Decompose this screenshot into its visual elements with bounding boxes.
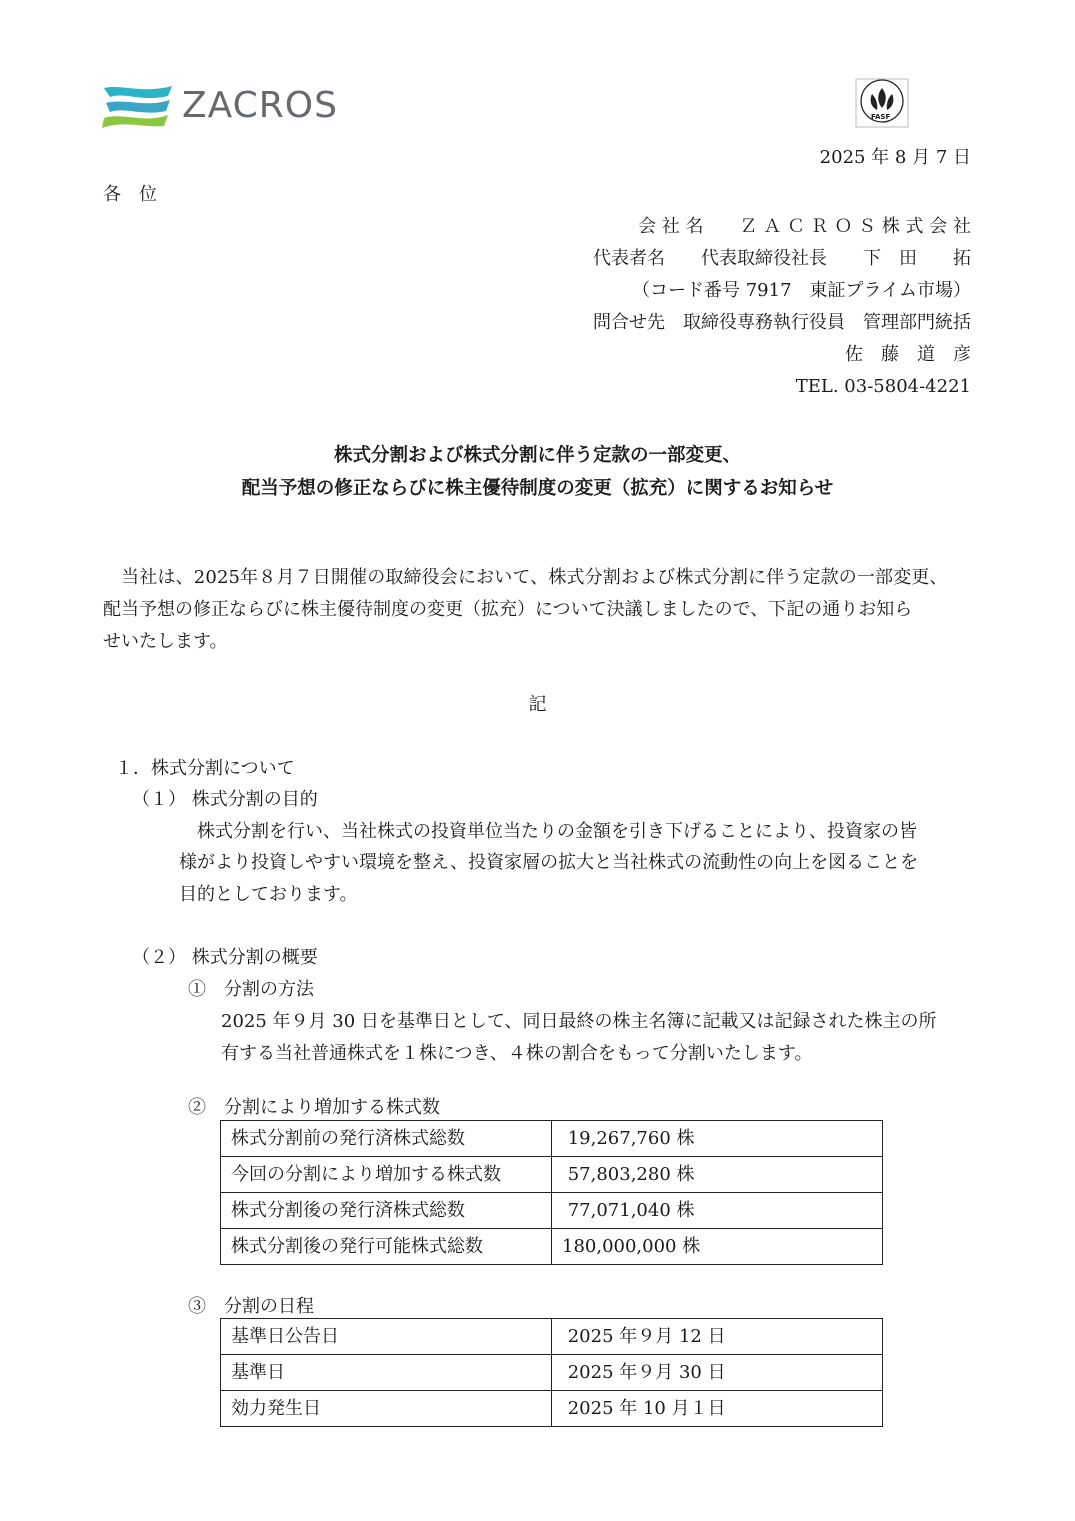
- table-label-cell: 基準日公告日: [221, 1319, 552, 1355]
- table-label-cell: 株式分割後の発行可能株式総数: [221, 1229, 552, 1265]
- stock-code-line: （コード番号 7917 東証プライム市場）: [632, 280, 971, 301]
- table-label-cell: 効力発生日: [221, 1391, 552, 1427]
- share-increase-table: [220, 1120, 883, 1265]
- section-1-2-heading: （２） 株式分割の概要: [132, 947, 318, 968]
- table-row: [221, 1193, 883, 1229]
- table-value-cell: 19,267,760 株: [552, 1121, 883, 1157]
- table-label-cell: 基準日: [221, 1355, 552, 1391]
- purpose-line-3: 目的としております。: [179, 884, 358, 905]
- table-label-cell: 株式分割後の発行済株式総数: [221, 1193, 552, 1229]
- contact-line: 問合せ先 取締役専務執行役員 管理部門統括: [593, 312, 971, 333]
- split-method-heading: ① 分割の方法: [188, 979, 314, 1000]
- intro-line-2: 配当予想の修正ならびに株主優待制度の変更（拡充）について決議しましたので、下記の通りお知ら: [103, 599, 913, 620]
- table-value-cell: 57,803,280 株: [552, 1157, 883, 1193]
- schedule-heading: ③ 分割の日程: [188, 1296, 314, 1317]
- purpose-line-1: 株式分割を行い、当社株式の投資単位当たりの金額を引き下げることにより、投資家の皆: [179, 821, 917, 842]
- table-label-cell: 今回の分割により増加する株式数: [221, 1157, 552, 1193]
- document-date: 2025 年 8 月 7 日: [819, 147, 971, 168]
- table-label-cell: 株式分割前の発行済株式総数: [221, 1121, 552, 1157]
- table-row: [221, 1319, 883, 1355]
- table-row: [221, 1355, 883, 1391]
- document-title-line-2: 配当予想の修正ならびに株主優待制度の変更（拡充）に関するお知らせ: [241, 478, 834, 499]
- fasf-seal: [855, 78, 909, 128]
- table-value-cell: 2025 年９月 12 日: [552, 1319, 883, 1355]
- addressee: 各 位: [103, 184, 157, 205]
- split-method-line-1: 2025 年９月 30 日を基準日として、同日最終の株主名簿に記載又は記録された株主の所: [221, 1011, 937, 1032]
- intro-line-1: 当社は、2025年８月７日開催の取締役会において、株式分割および株式分割に伴う定款の一部変更、: [103, 567, 948, 588]
- company-name-line: 会 社 名 Ｚ Ａ Ｃ Ｒ Ｏ Ｓ 株 式 会 社: [638, 216, 971, 237]
- section-1-heading: １．株式分割について: [115, 758, 295, 779]
- table-row: [221, 1121, 883, 1157]
- seal-label: FASF: [871, 113, 891, 121]
- split-schedule-table: [220, 1318, 883, 1427]
- ki-marker: 記: [528, 694, 547, 715]
- table-value-cell: 77,071,040 株: [552, 1193, 883, 1229]
- zacros-logo-mark-icon: [102, 84, 177, 128]
- telephone-line: TEL. 03-5804-4221: [795, 376, 971, 397]
- increase-heading: ② 分割により増加する株式数: [188, 1097, 440, 1118]
- contact-person-line: 佐 藤 道 彦: [845, 344, 971, 365]
- section-1-1-heading: （１） 株式分割の目的: [132, 789, 318, 810]
- intro-line-3: せいたします。: [103, 631, 228, 652]
- company-logo: [102, 84, 352, 128]
- table-value-cell: 2025 年９月 30 日: [552, 1355, 883, 1391]
- table-value-cell: 2025 年 10 月１日: [552, 1391, 883, 1427]
- table-row: [221, 1229, 883, 1265]
- table-row: [221, 1391, 883, 1427]
- document-title-line-1: 株式分割および株式分割に伴う定款の一部変更、: [333, 445, 741, 466]
- table-value-cell: 180,000,000 株: [552, 1229, 883, 1265]
- purpose-line-2: 様がより投資しやすい環境を整え、投資家層の拡大と当社株式の流動性の向上を図ることを: [179, 852, 919, 873]
- representative-line: 代表者名 代表取締役社長 下 田 拓: [593, 248, 971, 269]
- split-method-line-2: 有する当社普通株式を１株につき、４株の割合をもって分割いたします。: [221, 1043, 813, 1064]
- logo-wordmark: ZACROS: [182, 85, 338, 126]
- table-row: [221, 1157, 883, 1193]
